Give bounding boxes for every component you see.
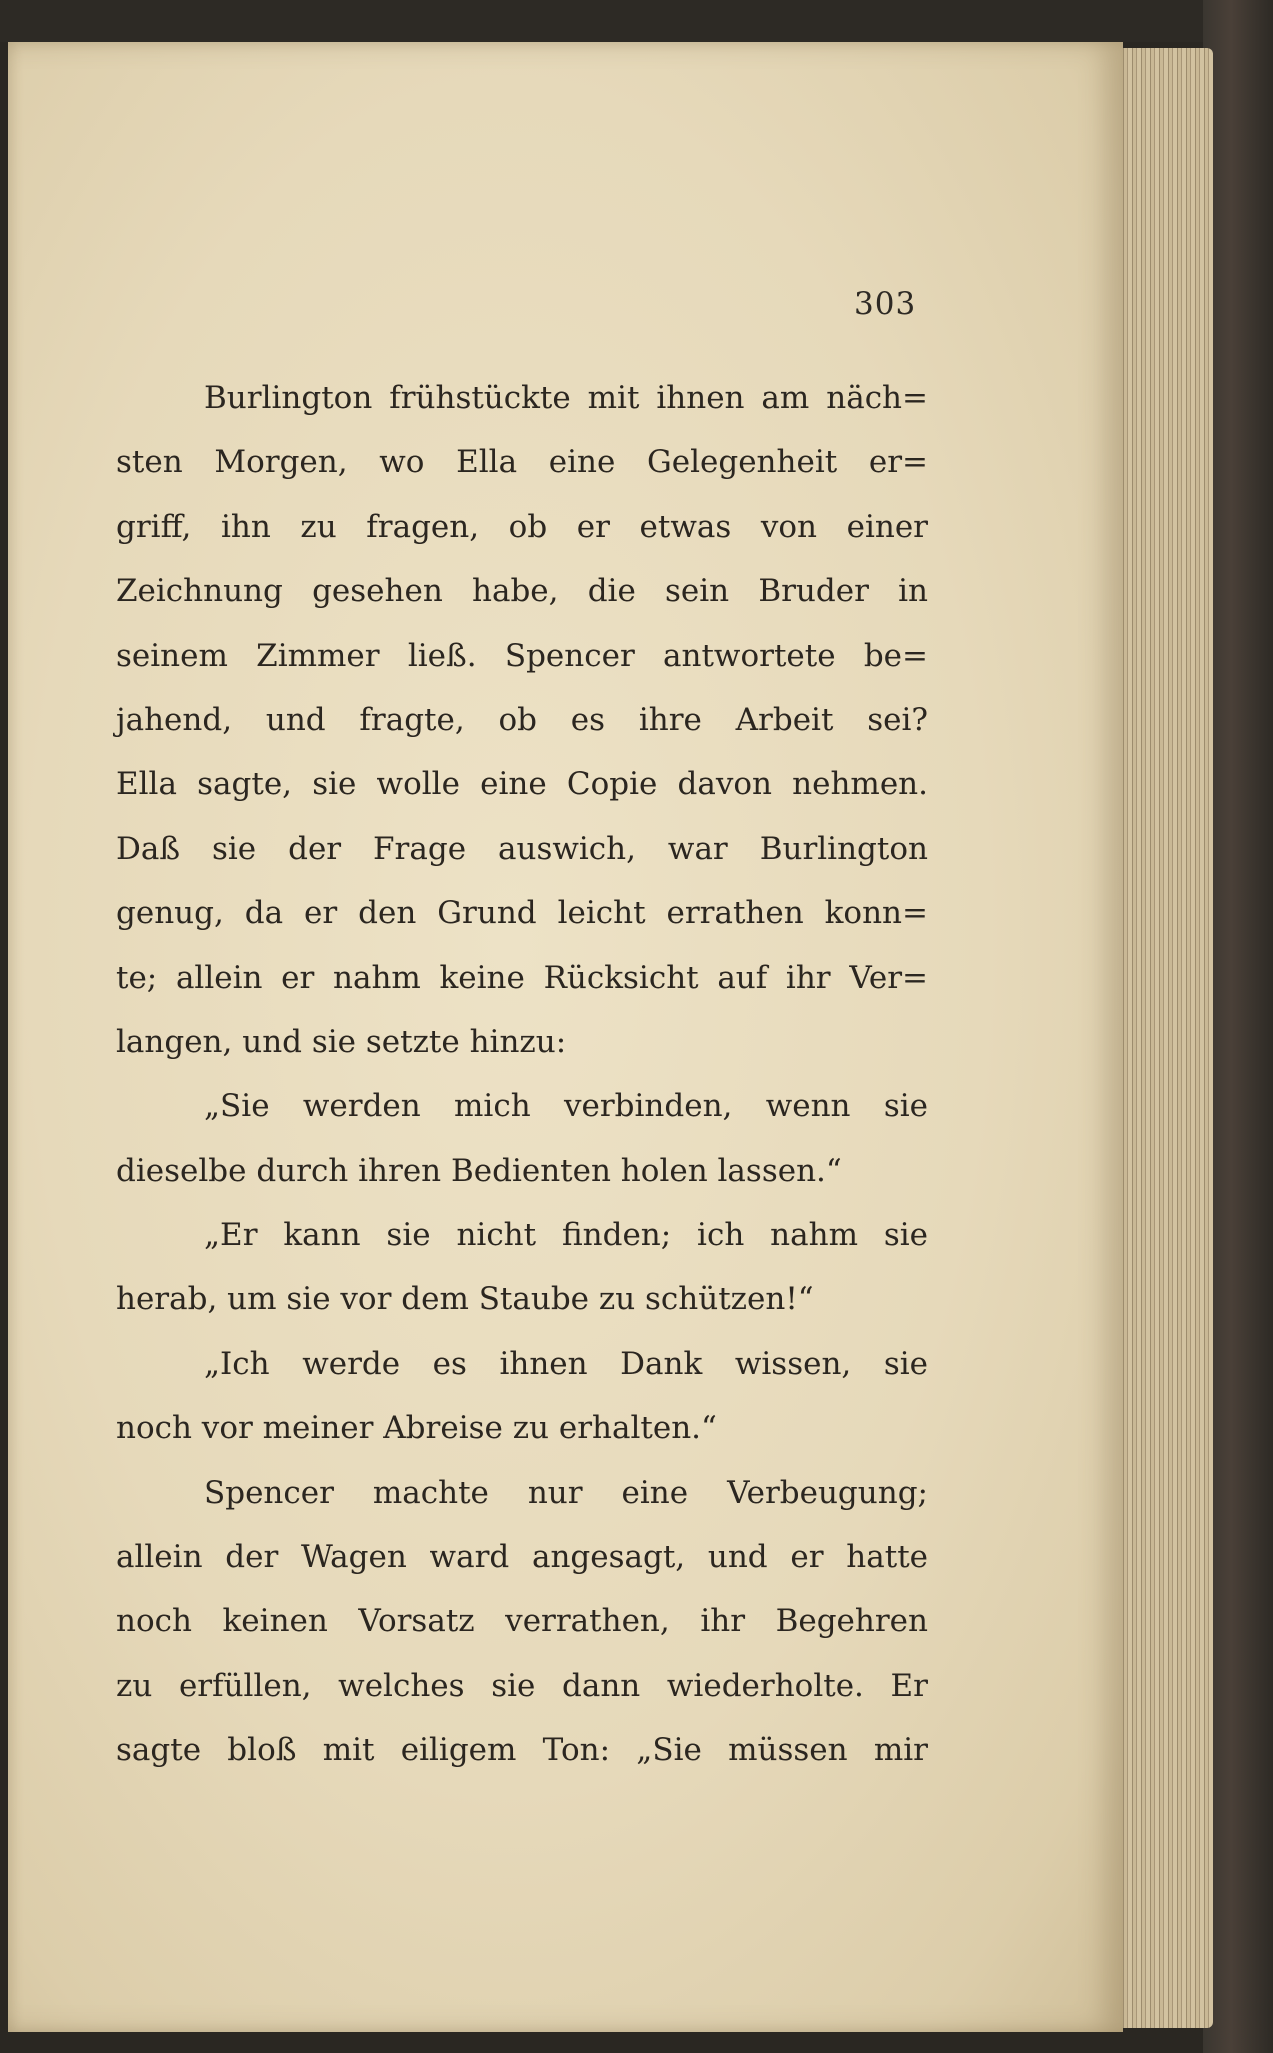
body-text (116, 366, 928, 1783)
text-line: sagte bloß mit eiligem Ton: „Sie müssen mir (116, 1732, 928, 1769)
text-line: herab, um sie vor dem Staube zu schützen!“ (116, 1281, 814, 1318)
text-line: „Er kann sie nicht finden; ich nahm sie (204, 1217, 928, 1254)
text-line: griff, ihn zu fragen, ob er etwas von einer (116, 508, 928, 545)
page-number: 303 (854, 286, 917, 322)
text-line: te; allein er nahm keine Rücksicht auf ihr Ver= (116, 959, 928, 996)
text-line: langen, und sie setzte hinzu: (116, 1023, 567, 1060)
text-line: Burlington frühstückte mit ihnen am näch= (204, 380, 928, 416)
text-line: allein der Wagen ward angesagt, und er hatte (116, 1539, 928, 1576)
text-line: noch vor meiner Abreise zu erhalten.“ (116, 1410, 717, 1447)
book-cover-edge (1203, 0, 1273, 2053)
page-stack-edge (1115, 48, 1213, 2028)
text-line: Ella sagte, sie wolle eine Copie davon nehmen. (116, 766, 928, 803)
text-line: Spencer machte nur eine Verbeugung; (204, 1474, 928, 1511)
book-top-edge (0, 0, 1273, 42)
text-line: noch keinen Vorsatz verrathen, ihr Begehren (116, 1603, 928, 1640)
text-line: Zeichnung gesehen habe, die sein Bruder in (116, 573, 928, 610)
text-line: jahend, und fragte, ob es ihre Arbeit sei? (116, 701, 928, 738)
text-line: genug, da er den Grund leicht errathen konn= (116, 895, 928, 932)
book-page (8, 42, 1123, 2032)
text-line: „Ich werde es ihnen Dank wissen, sie (204, 1345, 928, 1382)
text-line: zu erfüllen, welches sie dann wiederholte. Er (116, 1667, 928, 1704)
text-line: seinem Zimmer ließ. Spencer antwortete be= (116, 637, 928, 674)
text-line: „Sie werden mich verbinden, wenn sie (204, 1088, 928, 1125)
text-line: sten Morgen, wo Ella eine Gelegenheit er= (116, 444, 928, 481)
text-line: dieselbe durch ihren Bedienten holen lassen.“ (116, 1152, 842, 1189)
text-line: Daß sie der Frage auswich, war Burlington (116, 830, 928, 867)
